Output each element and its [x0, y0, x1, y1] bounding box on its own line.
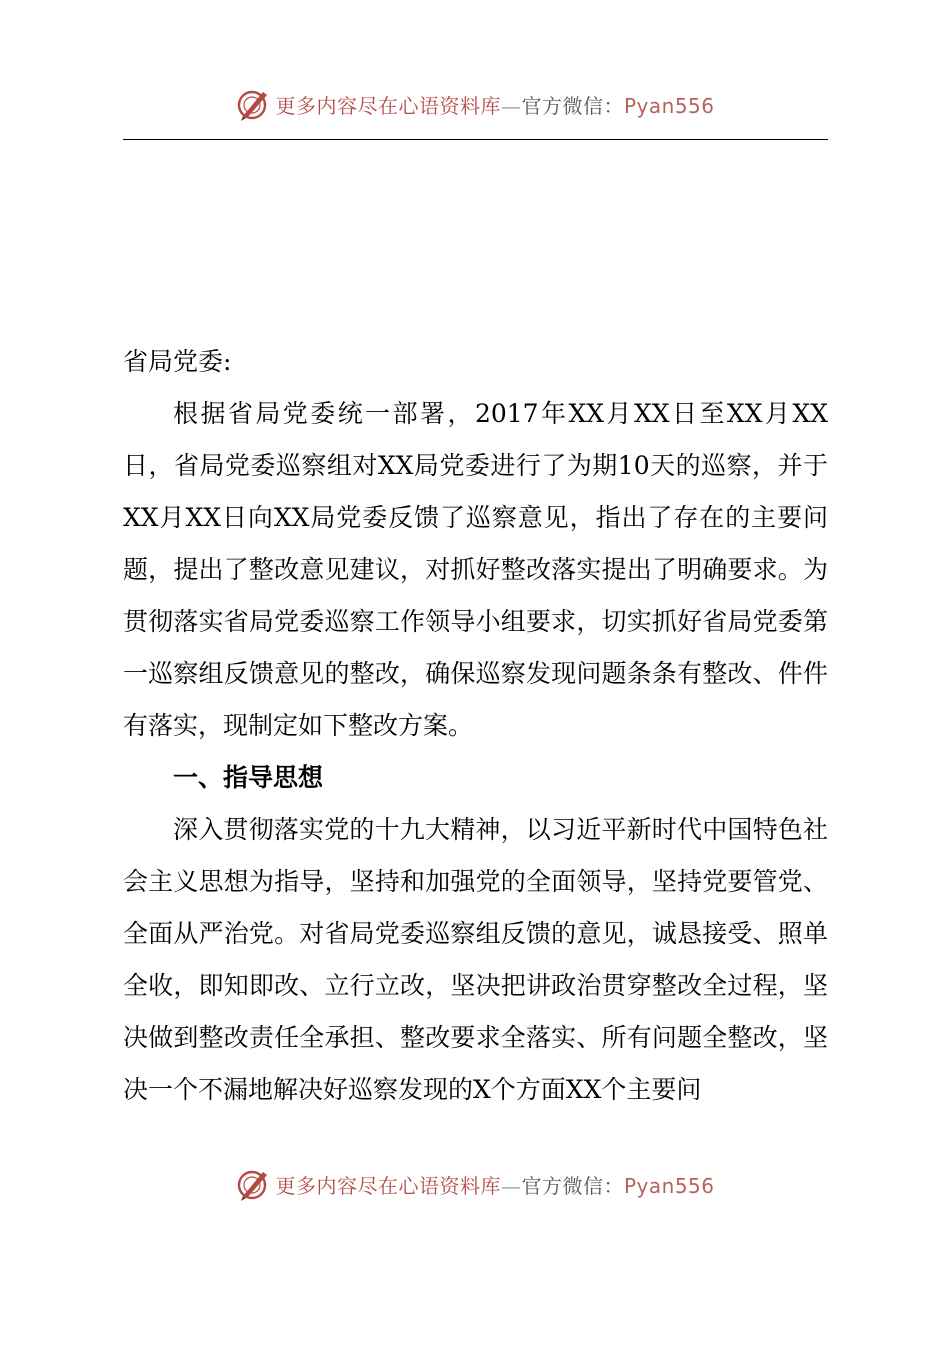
pen-seal-logo-icon	[235, 86, 271, 122]
header-divider	[123, 139, 828, 140]
intro-paragraph: 根据省局党委统一部署，2017年XX月XX日至XX月XX日，省局党委巡察组对XX局党委进行了为期10天的巡察，并于XX月XX日向XX局党委反馈了巡察意见，指出了存在的主要问题，提出了整改意见建议，对抓好整改落实提出了明确要求。为贯彻落实省局党委巡察工作领导小组要求，切实抓好省局党委第一巡察组反馈意见的整改，确保巡察发现问题条条有整改、件件有落实，现制定如下整改方案。	[123, 399, 828, 740]
section-heading-guiding-ideology: 一、指导思想	[173, 763, 324, 792]
document-body	[123, 336, 828, 1116]
pen-seal-logo-icon	[235, 1166, 271, 1202]
header-wechat-label: 官方微信：	[521, 93, 624, 118]
footer-banner	[0, 1162, 950, 1206]
footer-main-text: 更多内容尽在心语资料库	[275, 1173, 501, 1198]
header-main-text: 更多内容尽在心语资料库	[275, 93, 501, 118]
section1-paragraph: 深入贯彻落实党的十九大精神，以习近平新时代中国特色社会主义思想为指导，坚持和加强党的全面领导，坚持党要管党、全面从严治党。对省局党委巡察组反馈的意见，诚恳接受、照单全收，即知即改、立行立改，坚决把讲政治贯穿整改全过程，坚决做到整改责任全承担、整改要求全落实、所有问题全整改，坚决一个不漏地解决好巡察发现的X个方面XX个主要问	[123, 815, 828, 1104]
header-dash: —	[500, 93, 522, 118]
header-wechat-id: Pyan556	[623, 93, 715, 118]
salutation: 省局党委:	[123, 347, 232, 376]
footer-wechat-label: 官方微信：	[521, 1173, 624, 1198]
footer-wechat-id: Pyan556	[623, 1173, 715, 1198]
header-banner	[0, 82, 950, 126]
footer-dash: —	[500, 1173, 522, 1198]
